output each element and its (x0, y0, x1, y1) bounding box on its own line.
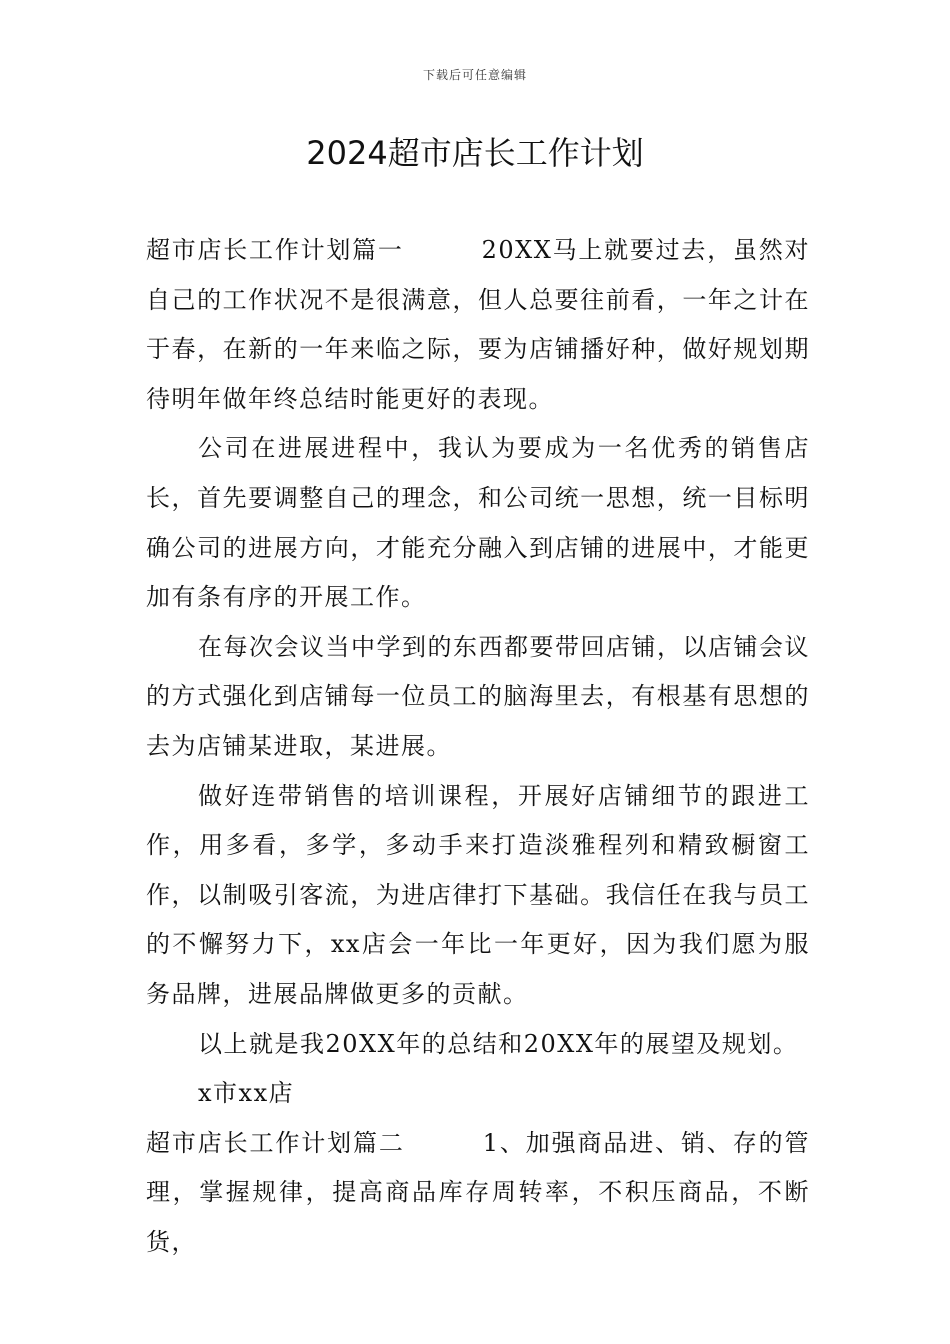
header-note: 下载后可任意编辑 (422, 68, 527, 82)
paragraph-meetings: 在每次会议当中学到的东西都要带回店铺，以店铺会议的方式强化到店铺每一位员工的脑海里去，有根基有思想的去为店铺某进取，某进展。 (146, 632, 810, 760)
document-title: 2024超市店长工作计划 (306, 134, 644, 172)
section1-heading: 超市店长工作计划篇一 (146, 236, 404, 264)
section2-heading: 超市店长工作计划篇二 (146, 1128, 405, 1157)
section2-intro-paragraph (146, 1119, 810, 1268)
section1-intro: 20XX马上就要过去，虽然对自己的工作状况不是很满意，但人总要往前看，一年之计在于春，在新的一年来临之际，要为店铺播好种，做好规划期待明年做年终总结时能更好的表现。 (146, 236, 810, 413)
document-body (146, 226, 810, 1267)
section1-intro-paragraph (146, 226, 810, 424)
signature-store: x市xx店 (198, 1079, 295, 1108)
section2-intro: 1、加强商品进、销、存的管理，掌握规律，提高商品库存周转率，不积压商品，不断货， (146, 1128, 811, 1256)
paragraph-training: 做好连带销售的培训课程，开展好店铺细节的跟进工作，用多看，多学，多动手来打造淡雅程列和精致橱窗工作，以制吸引客流，为进店律打下基础。我信任在我与员工的不懈努力下，xx店会一年比一年更好，因为我们愿为服务品牌，进展品牌做更多的贡献。 (146, 781, 810, 1008)
paragraph-summary: 以上就是我20XX年的总结和20XX年的展望及规划。 (198, 1029, 799, 1058)
paragraph-philosophy: 公司在进展进程中，我认为要成为一名优秀的销售店长，首先要调整自己的理念，和公司统一思想，统一目标明确公司的进展方向，才能充分融入到店铺的进展中，才能更加有条有序的开展工作。 (146, 434, 810, 612)
